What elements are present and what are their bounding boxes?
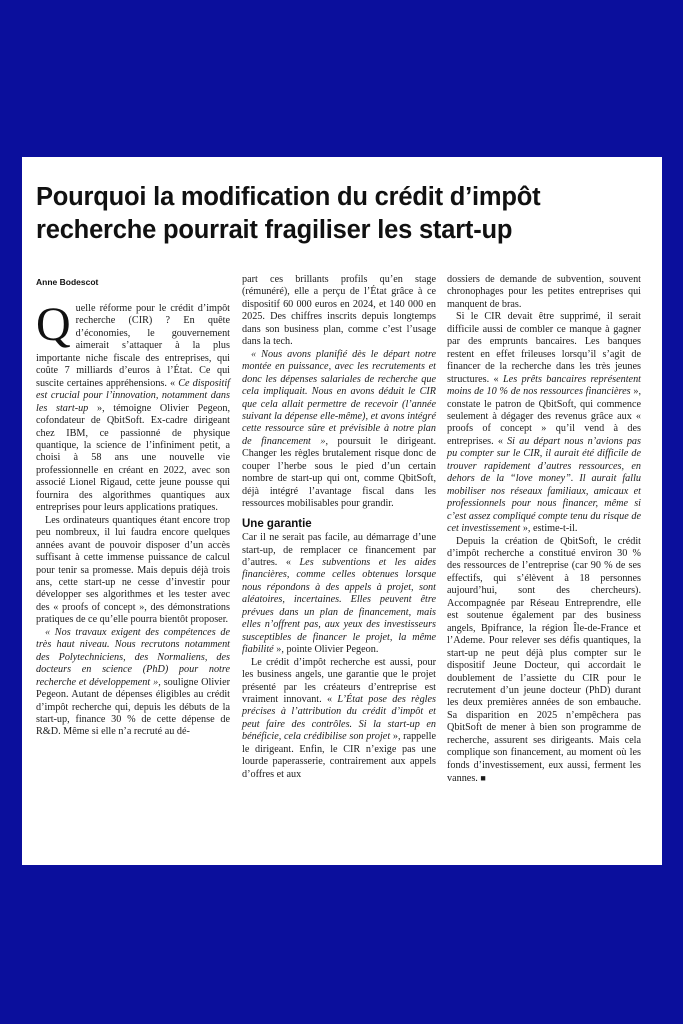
paragraph <box>242 532 436 657</box>
paragraph <box>36 627 230 739</box>
article-column-3 <box>447 274 641 786</box>
section-subheading: Une garantie <box>242 517 312 530</box>
quote-text: « Nous avons planifié dès le départ notre montée en puissance, avec les recrutements et donc les dépenses salariales de recherche que cela impliquait. Nous en avons déduit le CIR que cela allait permettre de recevoir (l’année suivant la dépense elle-même), et avons intégré cette ressource sûre et prévisible à notre plan de financement » <box>242 348 436 447</box>
article-column-2 <box>242 274 436 781</box>
quote-text: Ce dispositif est crucial pour l’innovation, notamment dans les start-up <box>36 377 230 414</box>
quote-text: Les subventions et les aides financières, comme celles obtenues lorsque nous répondons à des appels à projet, sont aléatoires, incertaines. Elles peuvent être prévues dans un plan de financement, mais elles n’offrent pas, aux yeux des investisseurs susceptibles de financer le projet, la même fiabilité <box>242 556 437 656</box>
paragraph-text: », estime-t-il. <box>520 523 578 535</box>
end-of-article-mark: ■ <box>480 773 486 784</box>
paragraph-text: uelle réforme pour le crédit d’impôt recherche (CIR) ? En quête d’économies, le gouvernement aimerait s’attaquer à la plus importante niche fiscale des entreprises, qui coûte 7 milliards d’euros à l’État. Ce qui suscite certaines appréhensions. « <box>36 303 230 389</box>
quote-text: L’État pose des règles précises à l’attribution du crédit d’impôt et peut faire des contrôles. Si la start-up en bénéficie, cela crédibilise son projet <box>242 693 436 743</box>
paragraph-text: Le crédit d’impôt recherche est aussi, pour les business angels, une garantie que le projet présenté par les créateurs d’entreprise est vraiment innovant. « <box>242 656 436 705</box>
drop-cap: Q <box>36 298 71 351</box>
article-column-1 <box>36 298 230 739</box>
quote-text: Les prêts bancaires représentent moins de 10 % de nos ressources financières <box>447 373 641 398</box>
paragraph <box>447 536 641 786</box>
paragraph-text: Car il ne serait pas facile, au démarrage d’une start-up, de remplacer ce financement par d’autres. « <box>242 532 436 568</box>
paragraph <box>447 311 641 535</box>
quote-text: « Nos travaux exigent des compétences de très haut niveau. Nous recrutons notamment des Polytechniciens, des Normaliens, des docteurs en science (PhD) pour notre recherche et développement » <box>36 626 230 688</box>
paragraph-text: », rappelle le dirigeant. Enfin, le CIR n’exige pas une lourde paperasserie, contrairement aux appels d’offres et aux <box>242 731 436 780</box>
paragraph-text: Depuis la création de QbitSoft, le crédit d’impôt recherche a constitué environ 30 % des ressources de l’entreprise (car 90 % de ses effectifs, qui s’élèvent à 18 personnes aujourd’hui, sont des chercheurs). Accompagnée par Réseau Entreprendre, elle est soutenue également par des business angels, Bpifrance, la région Île-de-France et l’Ademe. Pour relever ses défis quantiques, la start-up ne peut déjà plus compter sur le dispositif Jeune Docteur, qui accordait le doublement de l’assiette du CIR pour le recrutement d’un jeune docteur (PhD) durant les deux premières années de son embauche. Sa disparition en 2025 n’empêchera pas QbitSoft de mener à bien son programme de recherche, assurent ses dirigeants. Mais cela complique son financement, au moment où les fonds d’investissement, eux aussi, ferment les vannes. <box>447 535 641 785</box>
newspaper-clipping <box>22 157 662 865</box>
paragraph <box>242 349 436 511</box>
paragraph <box>36 298 230 515</box>
article-headline: Pourquoi la modification du crédit d’impôt recherche pourrait fragiliser les start-up <box>36 183 541 244</box>
quote-text: Si au départ nous n’avions pas pu compter sur le CIR, il aurait été difficile de trouver rapidement d’autres ressources, en dehors de la “love money”. Il aurait fallu mobiliser nos réseaux familiaux, amicaux et professionnels pour nous financer, même si c’est assez compliqué compte tenu du risque de cet investissement <box>447 435 641 535</box>
paragraph-text: », pointe Olivier Pegeon. <box>273 644 379 656</box>
paragraph: part ces brillants profils qu’en stage (rémunéré), elle a perçu de l’État grâce à ce dispositif 60 000 euros en 2024, et 140 000 en 2025. Des chiffres inscrits depuis longtemps dans son business plan, comme c’est l’usage dans la tech. <box>242 274 436 348</box>
paragraph-text: Si le CIR devait être supprimé, il serait difficile aussi de combler ce manque à gagner par des emprunts bancaires. Les banques restent en effet frileuses lorsqu’il s’agit de financer de la recherche dans les très jeunes structures. « <box>447 311 641 385</box>
paragraph-text: », témoigne Olivier Pegeon, cofondateur de QbitSoft. Ex-cadre dirigeant chez IBM, ce passionné de physique quantique, la science de l’infiniment petit, a choisi à 58 ans une nouvelle vie professionnelle en créant en 2022, avec son associé Lionel Rigaud, cette jeune pousse qui fournira des algorithmes quantiques aux entreprises pour leurs applications pratiques. <box>36 402 230 514</box>
paragraph-text: , poursuit le dirigeant. Changer les règles brutalement risque donc de couper l’herbe sous le pied d’un certain nombre de start-up qui ont, comme QbitSoft, déjà intégré l’avantage fiscal dans les ressources mobilisables pour grandir. <box>242 435 436 510</box>
article-byline: Anne Bodescot <box>36 277 99 287</box>
paragraph-text: », constate le patron de QbitSoft, qui commence seulement à dégager des revenus grâce aux « proofs of concept » qu’il vend à des entreprises. « <box>447 386 641 447</box>
paragraph: dossiers de demande de subvention, souvent chronophages pour les petites entreprises qui manquent de bras. <box>447 274 641 310</box>
paragraph-text: , souligne Olivier Pegeon. Autant de dépenses éligibles au crédit d’impôt recherche qui, depuis les débuts de la start-up, finance 30 % de cette dépense de R&D. Même si elle n’a recruté au dé- <box>36 676 230 738</box>
paragraph <box>242 657 436 782</box>
paragraph: Les ordinateurs quantiques étant encore trop peu nombreux, il lui faudra encore quelques années avant de pouvoir disposer d’un accès suffisant à cette immense puissance de calcul pour tenir sa promesse. Mais depuis déjà trois ans, cette start-up ne cesse d’investir pour développer ses algorithmes et les tester avec des « proofs of concept », des démonstrations pratiques de ce qu’elle pourra bientôt proposer. <box>36 514 230 626</box>
